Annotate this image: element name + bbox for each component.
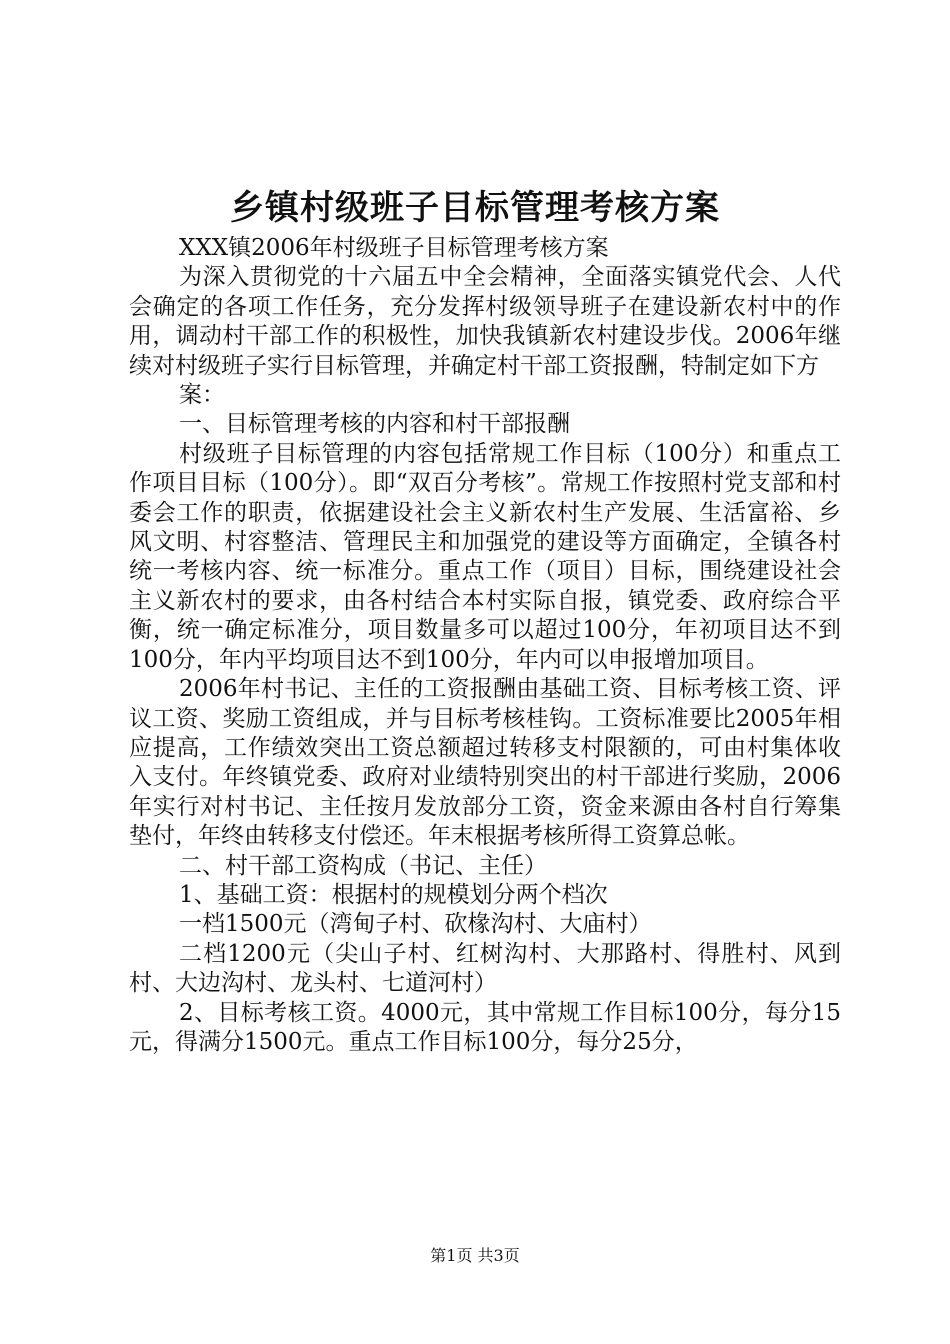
section-heading: 二、村干部工资构成（书记、主任） [179,852,547,879]
paragraph: 案： [179,382,225,409]
paragraph: 为深入贯彻党的十六届五中全会精神，全面落实镇党代会、人代会确定的各项工作任务，充分发挥村级领导班子在建设新农村中的作用，调动村干部工作的积极性，加快我镇新农村建设步伐。2006年继续对村级班子实行目标管理，并确定村干部工资报酬，特制定如下方 [129,264,841,379]
paragraph: 二档1200元（尖山子村、红树沟村、大那路村、得胜村、风到村、大边沟村、龙头村、七道河村） [129,940,841,997]
paragraph: 2006年村书记、主任的工资报酬由基础工资、目标考核工资、评议工资、奖励工资组成，并与目标考核桂钩。工资标准要比2005年相应提高，工作绩效突出工资总额超过转移支村限额的，可由村集体收入支付。年终镇党委、政府对业绩特别突出的村干部进行奖励，2006年实行对村书记、主任按月发放部分工资，资金来源由各村自行筹集垫付，年终由转移支付偿还。年末根据考核所得工资算总帐。 [129,676,841,850]
section-heading: 一、目标管理考核的内容和村干部报酬 [179,411,570,438]
paragraph: XXX镇2006年村级班子目标管理考核方案 [179,235,609,261]
paragraph: 村级班子目标管理的内容包括常规工作目标（100分）和重点工作项目目标（100分）。即“双百分考核”。常规工作按照村党支部和村委会工作的职责，依据建设社会主义新农村生产发展、生活富裕、乡风文明、村容整洁、管理民主和加强党的建设等方面确定，全镇各村统一考核内容、统一标准分。重点工作（项目）目标，围绕建设社会主义新农村的要求，由各村结合本村实际自报，镇党委、政府综合平衡，统一确定标准分，项目数量多可以超过100分，年初项目达不到100分，年内平均项目达不到100分，年内可以申报增加项目。 [129,440,841,673]
page-footer: 第1页 共3页 [430,1246,520,1265]
document-body [129,234,841,1057]
paragraph: 一档1500元（湾甸子村、砍椽沟村、大庙村） [179,911,652,938]
paragraph: 2、目标考核工资。4000元，其中常规工作目标100分，每分15元，得满分1500元。重点工作目标100分，每分25分， [129,999,841,1055]
document-title: 乡镇村级班子目标管理考核方案 [230,188,720,228]
paragraph: 1、基础工资：根据村的规模划分两个档次 [179,881,608,908]
